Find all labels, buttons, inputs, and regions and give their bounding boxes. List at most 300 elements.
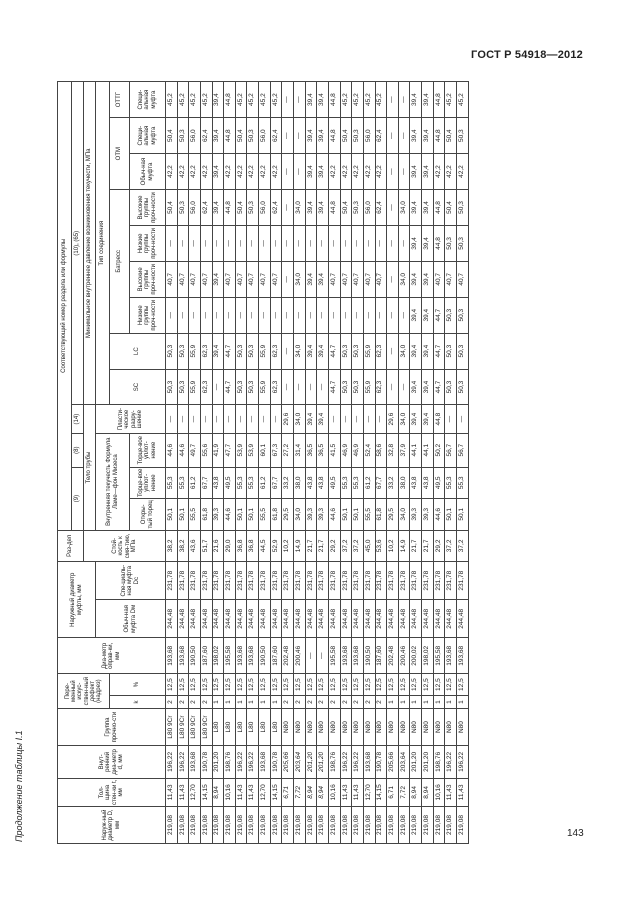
table-cell: 43,8 xyxy=(422,467,434,499)
table-cell: 55,9 xyxy=(189,333,201,369)
table-cell: — xyxy=(352,405,364,433)
table-cell: 219,08 xyxy=(189,807,201,844)
table-cell: — xyxy=(247,405,259,433)
table-cell: 39,3 xyxy=(317,499,329,531)
table-cell: 50,1 xyxy=(352,499,364,531)
table-cell: — xyxy=(259,225,271,261)
table-cell: 56,0 xyxy=(363,190,375,226)
table-cell: 39,4 xyxy=(212,118,224,154)
table-row xyxy=(189,82,201,844)
table-cell: 43,8 xyxy=(212,467,224,499)
table-cell: 195,58 xyxy=(224,638,236,674)
table-cell: 244,48 xyxy=(200,600,212,638)
table-cell: 62,3 xyxy=(375,369,387,405)
table-cell: 196,22 xyxy=(457,746,469,779)
table-cell: 45,2 xyxy=(457,82,469,118)
table-cell: — xyxy=(294,369,306,405)
table-cell: 55,3 xyxy=(166,467,178,499)
table-cell: 198,76 xyxy=(328,746,340,779)
table-cell: 55,9 xyxy=(259,333,271,369)
table-cell: 39,4 xyxy=(422,82,434,118)
table-cell: 219,08 xyxy=(352,807,364,844)
min-pressure-header: Минимальное внутреннее давление возникновения текучести, МПа xyxy=(84,82,96,405)
table-row xyxy=(375,82,387,844)
table-cell: 40,7 xyxy=(177,261,189,297)
table-cell: 231,78 xyxy=(189,562,201,600)
table-cell: 190,50 xyxy=(363,638,375,674)
table-cell: L80 xyxy=(212,709,224,746)
table-cell: 37,2 xyxy=(445,530,457,562)
table-cell: — xyxy=(317,225,329,261)
table-cell: 187,60 xyxy=(200,638,212,674)
col-header-coupling: Наружный диаметр муфты, мм xyxy=(58,562,96,638)
table-cell: — xyxy=(305,297,317,333)
table-cell: 50,1 xyxy=(177,499,189,531)
rotated-table-container xyxy=(57,81,577,844)
table-cell: 39,4 xyxy=(317,405,329,433)
table-cell: 40,7 xyxy=(235,261,247,297)
table-cell: 56,0 xyxy=(259,190,271,226)
table-cell: 219,08 xyxy=(212,807,224,844)
table-cell: 2 xyxy=(200,696,212,709)
table-cell: 49,7 xyxy=(189,433,201,467)
table-cell: 40,7 xyxy=(189,261,201,297)
table-cell: 1 xyxy=(433,696,445,709)
table-cell: 44,8 xyxy=(433,190,445,226)
table-cell: — xyxy=(270,297,282,333)
table-cell: 50,4 xyxy=(235,190,247,226)
table-cell: 34,0 xyxy=(294,333,306,369)
table-cell: 39,4 xyxy=(212,190,224,226)
table-cell: 12,5 xyxy=(305,674,317,696)
col-header-drift: Диа-метр оправ-ки, мм xyxy=(58,638,166,674)
table-cell: 1 xyxy=(259,696,271,709)
table-cell: 231,78 xyxy=(375,562,387,600)
table-cell: 62,3 xyxy=(375,333,387,369)
table-cell: 231,78 xyxy=(340,562,352,600)
table-cell: — xyxy=(340,297,352,333)
table-cell: 200,46 xyxy=(398,638,410,674)
table-cell: 55,3 xyxy=(247,467,259,499)
table-cell: — xyxy=(398,225,410,261)
table-cell: 193,68 xyxy=(235,638,247,674)
table-cell: 55,9 xyxy=(259,369,271,405)
closed-end-2: Торце-вое уплот-нение xyxy=(130,433,166,467)
table-cell: L80 9Cr xyxy=(200,709,212,746)
table-cell: 231,78 xyxy=(259,562,271,600)
table-cell: 50,1 xyxy=(235,499,247,531)
table-cell: 42,2 xyxy=(224,154,236,190)
table-cell: 45,2 xyxy=(235,82,247,118)
otg-header: ОТТГ xyxy=(110,82,130,118)
table-cell: 244,48 xyxy=(387,600,399,638)
table-cell: L80 xyxy=(247,709,259,746)
table-row xyxy=(270,82,282,844)
table-cell: 231,78 xyxy=(305,562,317,600)
table-cell: 47,7 xyxy=(224,433,236,467)
table-cell: 200,02 xyxy=(410,638,422,674)
table-row xyxy=(328,82,340,844)
table-row xyxy=(340,82,352,844)
table-cell: 2 xyxy=(294,696,306,709)
table-cell: 39,4 xyxy=(410,369,422,405)
table-cell: 193,68 xyxy=(445,638,457,674)
table-cell: 231,78 xyxy=(352,562,364,600)
table-cell: 36,5 xyxy=(317,433,329,467)
table-row xyxy=(398,82,410,844)
table-cell: 219,08 xyxy=(375,807,387,844)
table-cell: 2 xyxy=(375,696,387,709)
table-cell: 231,78 xyxy=(410,562,422,600)
table-cell: 44,1 xyxy=(410,433,422,467)
table-cell: 219,08 xyxy=(340,807,352,844)
table-cell: 43,8 xyxy=(410,467,422,499)
formula-reference-header: Соответствующий номер раздела или формулы xyxy=(58,82,72,531)
table-cell: 8,94 xyxy=(305,778,317,806)
table-cell: 53,9 xyxy=(247,433,259,467)
buttress-special-high: Высокие группы проч-ности xyxy=(130,190,166,226)
table-cell: N80 xyxy=(422,709,434,746)
table-cell: 45,2 xyxy=(189,82,201,118)
table-cell: 50,4 xyxy=(235,118,247,154)
table-cell: 39,3 xyxy=(410,499,422,531)
table-cell: 244,48 xyxy=(294,600,306,638)
table-cell: 34,0 xyxy=(294,261,306,297)
table-cell: 193,68 xyxy=(259,746,271,779)
table-cell: L80 xyxy=(235,709,247,746)
table-cell: 50,3 xyxy=(352,333,364,369)
table-cell: — xyxy=(294,225,306,261)
table-cell: 44,8 xyxy=(433,405,445,433)
pipe-body-header: Тело трубы xyxy=(84,405,96,530)
table-cell: 44,8 xyxy=(328,82,340,118)
table-cell: 219,08 xyxy=(200,807,212,844)
table-cell: — xyxy=(398,118,410,154)
table-cell: 44,8 xyxy=(224,118,236,154)
ref8: (8) xyxy=(72,433,84,467)
table-cell: 187,60 xyxy=(375,638,387,674)
table-cell: 2 xyxy=(282,696,294,709)
table-cell: 12,70 xyxy=(363,778,375,806)
table-cell: 50,3 xyxy=(445,333,457,369)
table-cell: — xyxy=(352,225,364,261)
page-number: 143 xyxy=(567,828,584,839)
table-cell: 12,5 xyxy=(387,674,399,696)
table-cell: 219,08 xyxy=(270,807,282,844)
table-cell: 55,3 xyxy=(177,467,189,499)
table-cell: 39,4 xyxy=(410,154,422,190)
table-cell: 2 xyxy=(328,696,340,709)
table-cell: — xyxy=(282,225,294,261)
table-cell: 205,66 xyxy=(387,746,399,779)
table-cell: — xyxy=(457,405,469,433)
table-cell: 231,78 xyxy=(270,562,282,600)
table-cell: 44,6 xyxy=(166,433,178,467)
table-cell: N80 xyxy=(445,709,457,746)
table-cell: 39,4 xyxy=(317,333,329,369)
table-cell: 50,1 xyxy=(445,499,457,531)
table-cell: 2 xyxy=(305,696,317,709)
table-cell: 50,1 xyxy=(340,499,352,531)
table-cell: N80 xyxy=(410,709,422,746)
table-cell: N80 xyxy=(352,709,364,746)
table-cell: 244,48 xyxy=(340,600,352,638)
table-cell: 193,68 xyxy=(363,746,375,779)
table-cell: 244,48 xyxy=(352,600,364,638)
table-cell: 55,5 xyxy=(363,499,375,531)
table-cell: 12,5 xyxy=(457,674,469,696)
table-cell: 39,4 xyxy=(317,261,329,297)
table-cell: 44,7 xyxy=(433,333,445,369)
table-cell: — xyxy=(387,154,399,190)
table-cell: N80 xyxy=(282,709,294,746)
table-cell: 244,48 xyxy=(270,600,282,638)
table-cell: 55,3 xyxy=(445,467,457,499)
table-cell: 12,5 xyxy=(166,674,178,696)
table-cell: — xyxy=(317,297,329,333)
table-cell: 53,6 xyxy=(375,530,387,562)
table-cell: 42,2 xyxy=(166,154,178,190)
table-cell: 2 xyxy=(189,696,201,709)
table-cell: 39,4 xyxy=(422,118,434,154)
table-cell: — xyxy=(398,297,410,333)
table-cell: 50,3 xyxy=(457,190,469,226)
table-cell: 12,5 xyxy=(259,674,271,696)
table-cell: 231,78 xyxy=(317,562,329,600)
table-cell: 40,7 xyxy=(270,261,282,297)
table-cell: 55,6 xyxy=(200,433,212,467)
table-cell: 31,4 xyxy=(294,433,306,467)
table-cell: 62,4 xyxy=(270,190,282,226)
table-cell: 50,1 xyxy=(457,499,469,531)
table-cell: 50,3 xyxy=(247,369,259,405)
table-cell: — xyxy=(294,154,306,190)
table-cell: 29,2 xyxy=(433,530,445,562)
pct-header: % xyxy=(110,674,166,696)
table-row xyxy=(177,82,189,844)
table-cell: 29,0 xyxy=(224,530,236,562)
ref9: (9) xyxy=(72,467,84,530)
table-cell: 12,5 xyxy=(340,674,352,696)
table-cell: 12,5 xyxy=(317,674,329,696)
table-cell: — xyxy=(200,225,212,261)
table-cell: 50,3 xyxy=(247,118,259,154)
table-cell: 29,6 xyxy=(282,405,294,433)
table-cell: — xyxy=(259,405,271,433)
table-cell: 12,70 xyxy=(259,778,271,806)
table-cell: 231,78 xyxy=(363,562,375,600)
table-cell: 12,5 xyxy=(235,674,247,696)
table-cell: 50,3 xyxy=(166,333,178,369)
table-cell: 29,6 xyxy=(387,405,399,433)
table-cell: 50,3 xyxy=(352,118,364,154)
table-cell: 34,0 xyxy=(294,499,306,531)
table-cell: 244,48 xyxy=(189,600,201,638)
table-cell: 50,3 xyxy=(457,118,469,154)
table-cell: 44,5 xyxy=(259,530,271,562)
table-cell: 1 xyxy=(410,696,422,709)
ref14: (14) xyxy=(72,405,84,433)
table-cell: 10,2 xyxy=(282,530,294,562)
table-cell: — xyxy=(317,638,329,674)
table-cell: 12,70 xyxy=(189,778,201,806)
table-cell: 38,2 xyxy=(166,530,178,562)
table-cell: 29,5 xyxy=(282,499,294,531)
table-cell: 50,3 xyxy=(445,225,457,261)
table-cell: 42,2 xyxy=(328,154,340,190)
table-cell: 42,2 xyxy=(445,154,457,190)
table-cell: 1 xyxy=(247,696,259,709)
lc-header: LC xyxy=(110,333,166,369)
inner-yield-header: Внутренняя текучесть Формула Ламе—фон Мизеса xyxy=(96,433,130,530)
table-cell: 2 xyxy=(317,696,329,709)
table-cell: 201,20 xyxy=(212,746,224,779)
table-cell: 34,0 xyxy=(398,499,410,531)
table-cell: 42,2 xyxy=(375,154,387,190)
table-cell: 6,71 xyxy=(282,778,294,806)
table-cell: — xyxy=(282,154,294,190)
table-cell: 43,8 xyxy=(317,467,329,499)
table-cell: 198,76 xyxy=(433,746,445,779)
table-cell: 42,2 xyxy=(457,154,469,190)
table-cell: 202,48 xyxy=(387,638,399,674)
table-cell: — xyxy=(235,297,247,333)
table-cell: 29,5 xyxy=(387,499,399,531)
table-cell: 29,2 xyxy=(328,530,340,562)
table-cell: N80 xyxy=(363,709,375,746)
table-cell: 39,4 xyxy=(422,333,434,369)
table-cell: N80 xyxy=(328,709,340,746)
table-cell: 45,2 xyxy=(445,82,457,118)
table-cell: — xyxy=(166,405,178,433)
table-cell: 40,7 xyxy=(352,261,364,297)
table-cell: 50,3 xyxy=(247,190,259,226)
table-cell: 12,5 xyxy=(270,674,282,696)
table-cell: 42,2 xyxy=(340,154,352,190)
table-cell: 198,76 xyxy=(224,746,236,779)
table-cell: — xyxy=(398,82,410,118)
table-cell: N80 xyxy=(387,709,399,746)
table-cell: 45,0 xyxy=(363,530,375,562)
table-cell: — xyxy=(294,82,306,118)
table-cell: N80 xyxy=(457,709,469,746)
table-cell: 231,78 xyxy=(235,562,247,600)
table-cell: 203,64 xyxy=(294,746,306,779)
col-header-inner: Внут-ренний диа-метр d, мм xyxy=(58,746,166,779)
table-cell: N80 xyxy=(398,709,410,746)
table-cell: 43,8 xyxy=(305,467,317,499)
table-cell: 219,08 xyxy=(224,807,236,844)
table-cell: 33,2 xyxy=(282,467,294,499)
table-cell: 196,22 xyxy=(340,746,352,779)
table-cell: 21,7 xyxy=(305,530,317,562)
table-cell: 1 xyxy=(457,696,469,709)
table-cell: 56,0 xyxy=(189,190,201,226)
table-cell: 45,2 xyxy=(363,82,375,118)
table-cell: 21,7 xyxy=(317,530,329,562)
table-cell: 231,78 xyxy=(166,562,178,600)
table-cell: — xyxy=(282,297,294,333)
table-cell: 42,2 xyxy=(363,154,375,190)
table-cell: 7,72 xyxy=(398,778,410,806)
table-cell: — xyxy=(177,297,189,333)
table-row xyxy=(212,82,224,844)
table-row xyxy=(200,82,212,844)
table-cell: 201,20 xyxy=(305,746,317,779)
data-table xyxy=(57,81,469,844)
table-cell: 50,4 xyxy=(340,190,352,226)
table-cell: 50,3 xyxy=(445,369,457,405)
table-cell: 12,5 xyxy=(189,674,201,696)
table-cell: — xyxy=(305,638,317,674)
table-cell: 21,7 xyxy=(422,530,434,562)
table-cell: 14,15 xyxy=(375,778,387,806)
table-cell: — xyxy=(363,405,375,433)
table-cell: 67,3 xyxy=(270,433,282,467)
table-row xyxy=(259,82,271,844)
table-cell: 61,8 xyxy=(375,499,387,531)
table-cell: 44,8 xyxy=(224,82,236,118)
table-cell: 39,4 xyxy=(305,190,317,226)
table-cell: 40,7 xyxy=(445,261,457,297)
table-cell: 55,3 xyxy=(457,467,469,499)
table-cell: 244,48 xyxy=(422,600,434,638)
table-cell: 219,08 xyxy=(247,807,259,844)
table-cell: 1 xyxy=(235,696,247,709)
table-cell: 44,1 xyxy=(422,433,434,467)
table-cell: 39,4 xyxy=(422,154,434,190)
table-cell: 52,9 xyxy=(270,530,282,562)
table-cell: — xyxy=(259,297,271,333)
table-cell: 39,4 xyxy=(305,261,317,297)
table-cell: 10,16 xyxy=(328,778,340,806)
table-cell: — xyxy=(387,82,399,118)
table-cell: — xyxy=(166,225,178,261)
table-cell: 55,3 xyxy=(235,467,247,499)
table-cell: 244,48 xyxy=(433,600,445,638)
table-cell: 62,3 xyxy=(200,369,212,405)
table-cell: 40,7 xyxy=(340,261,352,297)
table-cell: 58,6 xyxy=(375,433,387,467)
table-cell: N80 xyxy=(305,709,317,746)
table-cell: — xyxy=(212,405,224,433)
table-cell: 50,3 xyxy=(235,369,247,405)
table-cell: 50,3 xyxy=(177,190,189,226)
table-cell: 36,8 xyxy=(247,530,259,562)
table-cell: 219,08 xyxy=(305,807,317,844)
table-cell: 44,7 xyxy=(433,369,445,405)
table-cell: 39,3 xyxy=(212,499,224,531)
table-cell: 231,78 xyxy=(282,562,294,600)
table-row xyxy=(352,82,364,844)
table-cell: N80 xyxy=(375,709,387,746)
table-cell: 1 xyxy=(422,696,434,709)
table-cell: 39,4 xyxy=(317,82,329,118)
table-cell: 244,48 xyxy=(259,600,271,638)
table-cell: 39,4 xyxy=(305,118,317,154)
table-cell: — xyxy=(387,118,399,154)
table-cell: 2 xyxy=(363,696,375,709)
table-cell: 219,08 xyxy=(433,807,445,844)
table-row xyxy=(282,82,294,844)
table-cell: 219,08 xyxy=(317,807,329,844)
table-cell: 61,2 xyxy=(189,467,201,499)
table-cell: 34,0 xyxy=(398,190,410,226)
table-cell: 196,22 xyxy=(177,746,189,779)
table-cell: — xyxy=(328,225,340,261)
table-cell: 231,78 xyxy=(398,562,410,600)
table-row xyxy=(433,82,445,844)
